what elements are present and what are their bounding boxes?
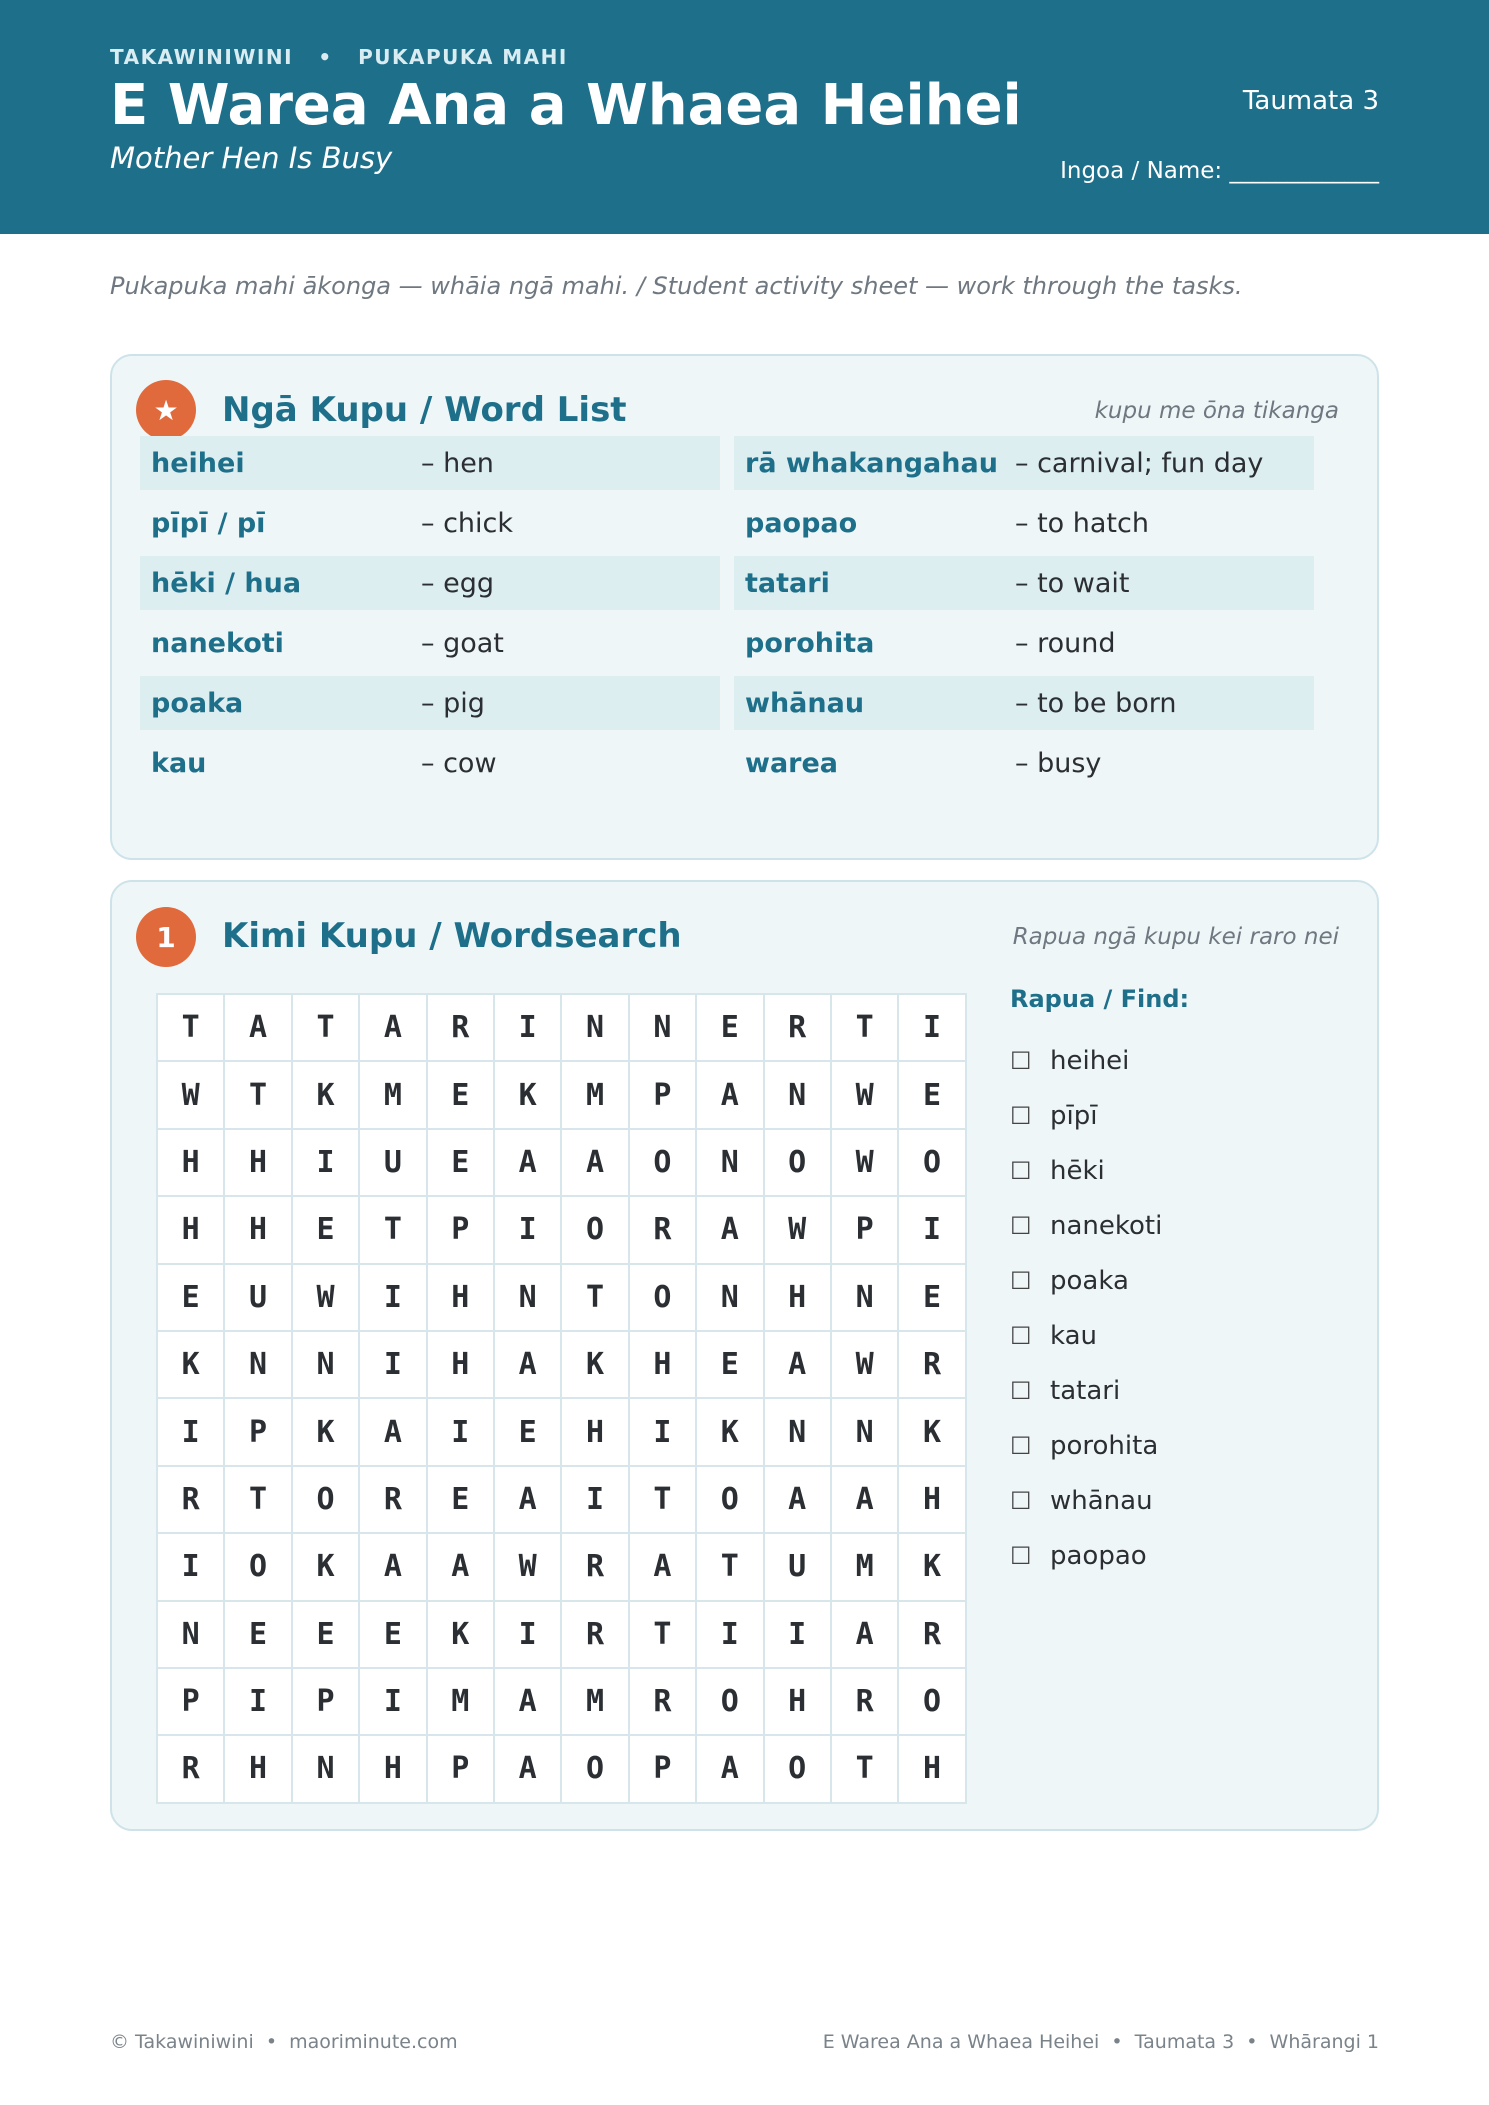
grid-cell[interactable]: I [495,1602,562,1669]
grid-cell[interactable]: A [495,1736,562,1803]
vocab-row [140,616,720,670]
grid-cell[interactable]: O [630,1265,697,1332]
grid-cell[interactable]: I [158,1534,225,1601]
grid-cell[interactable]: N [158,1602,225,1669]
grid-cell[interactable]: T [293,995,360,1062]
wordsearch-title: Kimi Kupu / Wordsearch [222,916,682,956]
vocab-row [140,736,720,790]
grid-cell[interactable]: K [899,1399,966,1466]
vocab-english-meaning: – pig [421,687,485,719]
grid-cell[interactable]: T [832,995,899,1062]
grid-cell[interactable]: A [495,1467,562,1534]
page-header [0,0,1489,234]
grid-cell[interactable]: H [899,1467,966,1534]
grid-cell[interactable]: T [832,1736,899,1803]
footer-copyright: © Takawiniwini • maoriminute.com [110,2031,458,2053]
vocab-row [734,436,1314,490]
grid-cell[interactable]: I [158,1399,225,1466]
vocab-maori-word: hēki / hua [151,567,302,599]
grid-cell[interactable]: R [630,1197,697,1264]
find-word: tatari [1050,1375,1121,1406]
page-subtitle: Mother Hen Is Busy [110,141,393,175]
word-list-note: kupu me ōna tikanga [1094,398,1339,424]
vocab-maori-word: whānau [745,687,865,719]
vocab-maori-word: nanekoti [151,627,284,659]
grid-cell[interactable]: E [899,1062,966,1129]
grid-cell[interactable]: R [158,1467,225,1534]
grid-cell[interactable]: T [697,1534,764,1601]
find-list-item[interactable] [1010,1473,1189,1528]
grid-cell[interactable]: T [630,1602,697,1669]
grid-cell[interactable]: I [293,1130,360,1197]
vocab-maori-word: paopao [745,507,858,539]
grid-cell[interactable]: R [832,1669,899,1736]
grid-cell[interactable]: A [697,1062,764,1129]
find-list-item[interactable] [1010,1418,1189,1473]
grid-cell[interactable]: N [225,1332,292,1399]
grid-cell[interactable]: I [899,995,966,1062]
word-list-title: Ngā Kupu / Word List [222,390,627,430]
grid-cell[interactable]: K [293,1399,360,1466]
header-kicker: TAKAWINIWINI • PUKAPUKA MAHI [110,45,568,69]
grid-cell[interactable]: N [697,1265,764,1332]
grid-cell[interactable]: P [630,1736,697,1803]
checkbox-icon[interactable]: ☐ [1010,1321,1032,1350]
grid-cell[interactable]: N [765,1062,832,1129]
grid-cell[interactable]: P [832,1197,899,1264]
vocab-english-meaning: – round [1015,627,1116,659]
vocab-row [734,736,1314,790]
find-list-item[interactable] [1010,1198,1189,1253]
grid-cell[interactable]: U [225,1265,292,1332]
grid-cell[interactable]: R [899,1332,966,1399]
grid-cell[interactable]: I [899,1197,966,1264]
grid-cell[interactable]: H [428,1265,495,1332]
grid-cell[interactable]: H [360,1736,427,1803]
checkbox-icon[interactable]: ☐ [1010,1376,1032,1405]
find-list-item[interactable] [1010,1143,1189,1198]
grid-cell[interactable]: O [765,1736,832,1803]
grid-cell[interactable]: I [495,1197,562,1264]
grid-cell[interactable]: H [225,1130,292,1197]
grid-cell[interactable]: T [360,1197,427,1264]
vocab-row [734,676,1314,730]
intro-text: Pukapuka mahi ākonga — whāia ngā mahi. / Student activity sheet — work through the tasks. [110,272,1243,300]
grid-cell[interactable]: K [495,1062,562,1129]
grid-cell[interactable]: O [562,1197,629,1264]
grid-cell[interactable]: N [562,995,629,1062]
grid-cell[interactable]: I [360,1669,427,1736]
grid-cell[interactable]: I [697,1602,764,1669]
find-list-item[interactable] [1010,1253,1189,1308]
checkbox-icon[interactable]: ☐ [1010,1541,1032,1570]
vocab-english-meaning: – to wait [1015,567,1130,599]
grid-cell[interactable]: I [562,1467,629,1534]
vocab-row [734,496,1314,550]
grid-cell[interactable]: H [158,1197,225,1264]
find-list-item[interactable] [1010,1363,1189,1418]
grid-cell[interactable]: H [158,1130,225,1197]
vocab-maori-word: heihei [151,447,245,479]
grid-cell[interactable]: A [562,1130,629,1197]
find-list-item[interactable] [1010,1088,1189,1143]
grid-cell[interactable]: O [765,1130,832,1197]
vocab-english-meaning: – to hatch [1015,507,1149,539]
checkbox-icon[interactable]: ☐ [1010,1431,1032,1460]
grid-cell[interactable]: A [765,1332,832,1399]
grid-cell[interactable]: R [562,1534,629,1601]
find-list-item[interactable] [1010,1528,1189,1583]
find-list-item[interactable] [1010,1033,1189,1088]
grid-cell[interactable]: A [765,1467,832,1534]
find-list-item[interactable] [1010,1308,1189,1363]
vocab-english-meaning: – to be born [1015,687,1177,719]
grid-cell[interactable]: P [630,1062,697,1129]
vocab-maori-word: rā whakangahau [745,447,998,479]
grid-cell[interactable]: H [225,1197,292,1264]
grid-cell[interactable]: N [630,995,697,1062]
checkbox-icon[interactable]: ☐ [1010,1266,1032,1295]
grid-cell[interactable]: A [495,1669,562,1736]
grid-cell[interactable]: R [899,1602,966,1669]
name-field[interactable]: Ingoa / Name: _____________ [1060,158,1379,184]
grid-cell[interactable]: I [630,1399,697,1466]
find-word: hēki [1050,1155,1105,1186]
wordsearch-panel [110,880,1379,1831]
find-word: pīpī [1050,1100,1098,1131]
grid-cell[interactable]: M [428,1669,495,1736]
grid-cell[interactable]: T [630,1467,697,1534]
grid-cell[interactable]: A [495,1130,562,1197]
grid-cell[interactable]: E [360,1602,427,1669]
grid-cell[interactable]: O [899,1669,966,1736]
grid-cell[interactable]: A [360,1399,427,1466]
grid-cell[interactable]: E [428,1467,495,1534]
grid-cell[interactable]: U [360,1130,427,1197]
grid-cell[interactable]: P [225,1399,292,1466]
grid-cell[interactable]: N [495,1265,562,1332]
grid-cell[interactable]: W [158,1062,225,1129]
grid-cell[interactable]: A [428,1534,495,1601]
vocab-column-right [734,436,1314,796]
grid-cell[interactable]: W [495,1534,562,1601]
vocab-row [734,556,1314,610]
word-list-panel [110,354,1379,860]
grid-cell[interactable]: A [832,1467,899,1534]
grid-cell[interactable]: N [697,1130,764,1197]
grid-cell[interactable]: O [899,1130,966,1197]
grid-cell[interactable]: K [293,1534,360,1601]
star-icon: ★ [136,380,196,440]
vocab-maori-word: tatari [745,567,830,599]
grid-cell[interactable]: R [630,1669,697,1736]
grid-cell[interactable]: P [428,1197,495,1264]
grid-cell[interactable]: E [697,995,764,1062]
grid-cell[interactable]: W [293,1265,360,1332]
grid-cell[interactable]: M [562,1669,629,1736]
grid-cell[interactable]: I [428,1399,495,1466]
grid-cell[interactable]: I [495,995,562,1062]
grid-cell[interactable]: O [697,1467,764,1534]
grid-cell[interactable]: T [158,995,225,1062]
checkbox-icon[interactable]: ☐ [1010,1156,1032,1185]
grid-cell[interactable]: K [158,1332,225,1399]
grid-cell[interactable]: I [360,1332,427,1399]
grid-cell[interactable]: K [697,1399,764,1466]
vocab-english-meaning: – carnival; fun day [1015,447,1264,479]
grid-cell[interactable]: O [225,1534,292,1601]
find-word: nanekoti [1050,1210,1163,1241]
find-heading: Rapua / Find: [1010,985,1190,1013]
grid-cell[interactable]: E [293,1602,360,1669]
grid-cell[interactable]: E [495,1399,562,1466]
vocab-english-meaning: – busy [1015,747,1102,779]
footer-page-info: E Warea Ana a Whaea Heihei • Taumata 3 • Whārangi 1 [822,2031,1379,2053]
grid-cell[interactable]: E [428,1130,495,1197]
level-label: Taumata 3 [1242,86,1379,116]
grid-cell[interactable]: A [495,1332,562,1399]
grid-cell[interactable]: W [832,1332,899,1399]
find-word: porohita [1050,1430,1159,1461]
wordsearch-grid[interactable] [156,993,967,1804]
grid-cell[interactable]: P [428,1736,495,1803]
vocab-row [140,676,720,730]
grid-cell[interactable]: T [225,1062,292,1129]
find-word: heihei [1050,1045,1130,1076]
grid-cell[interactable]: H [225,1736,292,1803]
vocab-english-meaning: – egg [421,567,494,599]
grid-cell[interactable]: P [158,1669,225,1736]
grid-cell[interactable]: T [225,1467,292,1534]
grid-cell[interactable]: A [360,1534,427,1601]
vocab-row [140,556,720,610]
grid-cell[interactable]: N [293,1332,360,1399]
grid-cell[interactable]: E [899,1265,966,1332]
grid-cell[interactable]: K [428,1602,495,1669]
vocab-english-meaning: – hen [421,447,494,479]
checkbox-icon[interactable]: ☐ [1010,1101,1032,1130]
vocab-maori-word: pīpī / pī [151,507,266,539]
grid-cell[interactable]: M [832,1534,899,1601]
grid-cell[interactable]: T [562,1265,629,1332]
grid-cell[interactable]: H [765,1265,832,1332]
vocab-english-meaning: – goat [421,627,504,659]
find-word: whānau [1050,1485,1153,1516]
vocab-row [140,496,720,550]
grid-cell[interactable]: A [225,995,292,1062]
grid-cell[interactable]: N [765,1399,832,1466]
grid-cell[interactable]: N [832,1265,899,1332]
grid-cell[interactable]: E [428,1062,495,1129]
vocab-row [140,436,720,490]
grid-cell[interactable]: W [832,1062,899,1129]
grid-cell[interactable]: A [360,995,427,1062]
grid-cell[interactable]: R [360,1467,427,1534]
grid-cell[interactable]: H [562,1399,629,1466]
grid-cell[interactable]: R [158,1736,225,1803]
grid-cell[interactable]: H [630,1332,697,1399]
checkbox-icon[interactable]: ☐ [1010,1046,1032,1075]
grid-cell[interactable]: R [428,995,495,1062]
vocab-row [734,616,1314,670]
find-word: paopao [1050,1540,1147,1571]
grid-cell[interactable]: E [293,1197,360,1264]
task-number-badge: 1 [136,907,196,967]
grid-cell[interactable]: W [832,1130,899,1197]
grid-cell[interactable]: K [562,1332,629,1399]
grid-cell[interactable]: M [562,1062,629,1129]
checkbox-icon[interactable]: ☐ [1010,1211,1032,1240]
wordsearch-note: Rapua ngā kupu kei raro nei [1012,924,1339,950]
grid-cell[interactable]: O [562,1736,629,1803]
grid-cell[interactable]: O [630,1130,697,1197]
grid-cell[interactable]: W [765,1197,832,1264]
grid-cell[interactable]: E [158,1265,225,1332]
grid-cell[interactable]: A [697,1197,764,1264]
grid-cell[interactable]: I [225,1669,292,1736]
grid-cell[interactable]: N [832,1399,899,1466]
grid-cell[interactable]: E [225,1602,292,1669]
vocab-maori-word: porohita [745,627,875,659]
vocab-column-left [140,436,720,796]
grid-cell[interactable]: K [293,1062,360,1129]
grid-cell[interactable]: H [428,1332,495,1399]
grid-cell[interactable]: R [765,995,832,1062]
vocab-maori-word: kau [151,747,207,779]
checkbox-icon[interactable]: ☐ [1010,1486,1032,1515]
grid-cell[interactable]: U [765,1534,832,1601]
grid-cell[interactable]: P [293,1669,360,1736]
grid-cell[interactable]: I [360,1265,427,1332]
vocab-maori-word: warea [745,747,839,779]
grid-cell[interactable]: M [360,1062,427,1129]
vocab-english-meaning: – chick [421,507,514,539]
grid-cell[interactable]: N [293,1736,360,1803]
grid-cell[interactable]: A [630,1534,697,1601]
grid-cell[interactable]: A [697,1736,764,1803]
find-list [1010,985,1189,1583]
page-title: E Warea Ana a Whaea Heihei [110,73,1022,138]
grid-cell[interactable]: E [697,1332,764,1399]
grid-cell[interactable]: R [562,1602,629,1669]
grid-cell[interactable]: H [899,1736,966,1803]
grid-cell[interactable]: K [899,1534,966,1601]
find-word: kau [1050,1320,1098,1351]
grid-cell[interactable]: A [832,1602,899,1669]
grid-cell[interactable]: O [293,1467,360,1534]
find-word: poaka [1050,1265,1129,1296]
vocab-maori-word: poaka [151,687,244,719]
grid-cell[interactable]: H [765,1669,832,1736]
grid-cell[interactable]: O [697,1669,764,1736]
vocab-english-meaning: – cow [421,747,497,779]
grid-cell[interactable]: I [765,1602,832,1669]
